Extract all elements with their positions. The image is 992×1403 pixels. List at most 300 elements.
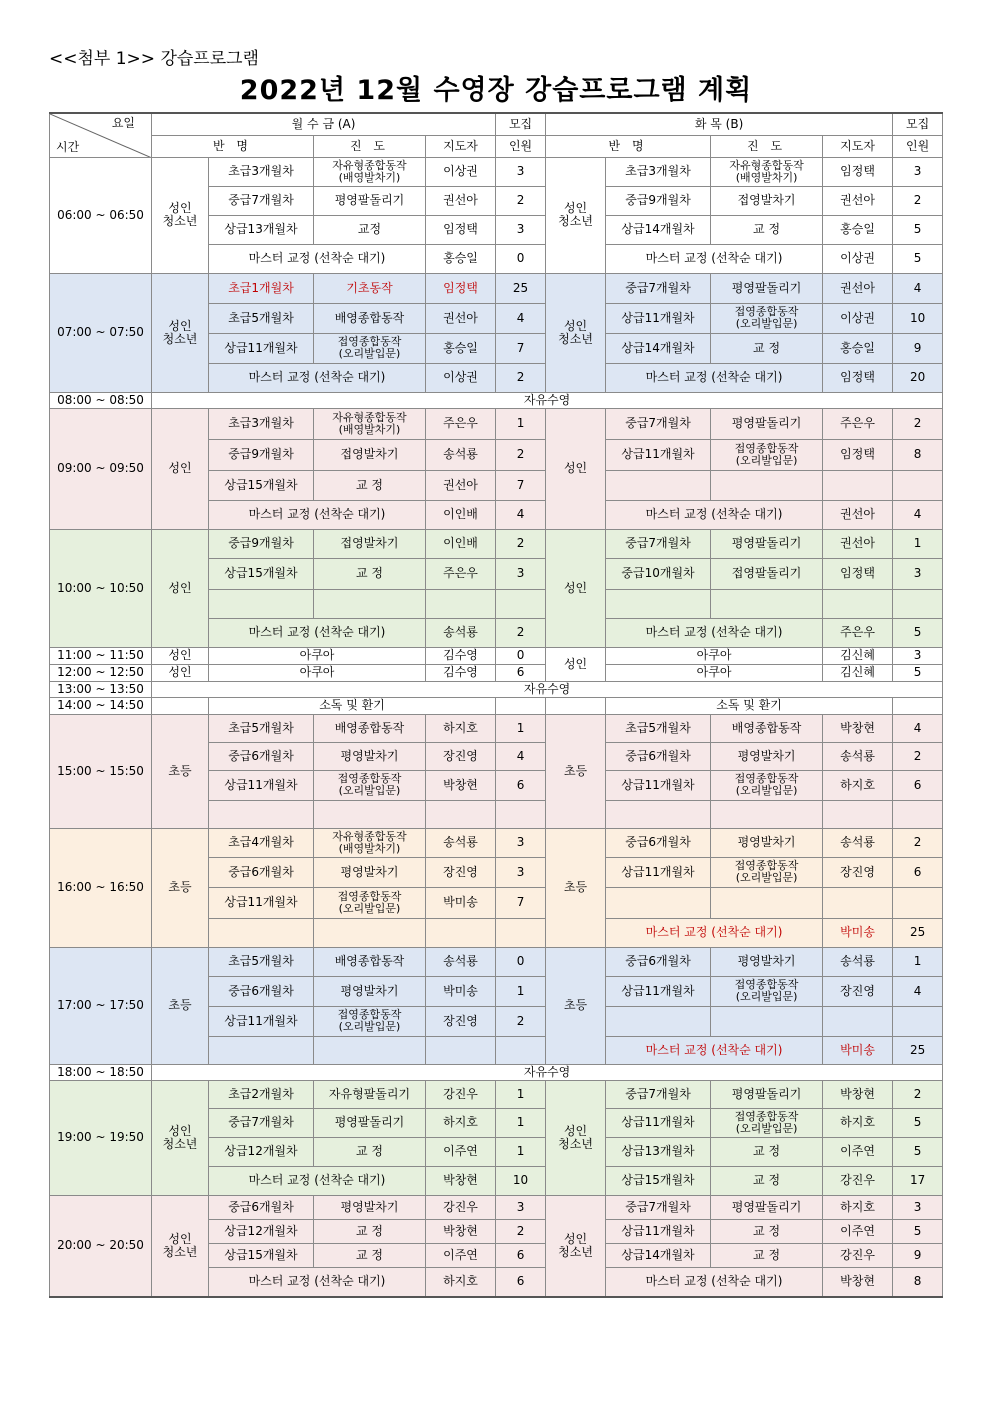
instructor-cell: 김수영 <box>426 664 496 681</box>
disinfect-label: 소독 및 환기 <box>209 697 496 714</box>
recruit-count-cell: 2 <box>496 1006 546 1036</box>
recruit-count-cell: 7 <box>496 470 546 500</box>
recruit-count-cell: 3 <box>893 558 943 589</box>
recruit-count-cell: 10 <box>496 1166 546 1195</box>
target-group-b: 초등 <box>546 947 606 1064</box>
class-name-cell: 상급11개월차 <box>606 1108 711 1137</box>
instructor-cell: 이상권 <box>823 303 893 333</box>
recruit-count-cell: 4 <box>496 303 546 333</box>
recruit-count-cell: 1 <box>893 529 943 558</box>
instructor-cell: 장진영 <box>823 976 893 1006</box>
progress-cell <box>711 1006 823 1036</box>
target-group-a: 성인 청소년 <box>152 1080 209 1195</box>
instructor-cell <box>426 589 496 618</box>
recruit-count-cell: 25 <box>893 1036 943 1064</box>
recruit-count-cell: 0 <box>496 244 546 273</box>
instructor-cell: 홍승일 <box>426 244 496 273</box>
recruit-count-cell: 3 <box>893 647 943 664</box>
instructor-cell: 임정택 <box>426 273 496 303</box>
class-name-cell: 상급11개월차 <box>606 976 711 1006</box>
recruit-count-cell <box>496 1036 546 1064</box>
class-name-cell: 중급7개월차 <box>209 1108 314 1137</box>
instructor-cell: 이상권 <box>426 363 496 392</box>
progress-cell: 접영종합동작 (오리발입문) <box>711 857 823 887</box>
class-name-cell: 중급7개월차 <box>606 529 711 558</box>
instructor-cell <box>823 470 893 500</box>
recruit-count-cell: 2 <box>496 1219 546 1243</box>
class-name-cell: 상급14개월차 <box>606 215 711 244</box>
class-name-cell: 초급3개월차 <box>606 157 711 186</box>
recruit-count-cell: 1 <box>893 947 943 976</box>
recruit-count-cell: 6 <box>893 857 943 887</box>
instructor-cell: 이인배 <box>426 529 496 558</box>
recruit-count-cell: 2 <box>496 363 546 392</box>
group-a-header: 월 수 금 (A) <box>152 113 496 135</box>
attachment-label: <<첨부 1>> 강습프로그램 <box>49 49 259 69</box>
time-slot: 19:00 ~ 19:50 <box>50 1080 152 1195</box>
class-name-cell: 중급7개월차 <box>606 1195 711 1219</box>
class-name-cell: 중급6개월차 <box>209 1195 314 1219</box>
instructor-cell: 송석룡 <box>426 828 496 857</box>
instructor-cell: 하지호 <box>426 1267 496 1297</box>
class-name-cell: 초급5개월차 <box>209 714 314 742</box>
class-name-cell: 상급14개월차 <box>606 333 711 363</box>
empty-cell <box>496 697 546 714</box>
target-group-a: 초등 <box>152 828 209 947</box>
instructor-cell: 권선아 <box>823 273 893 303</box>
instructor-cell: 임정택 <box>823 363 893 392</box>
instructor-cell: 송석룡 <box>823 828 893 857</box>
instructor-cell <box>426 918 496 947</box>
master-class-cell: 마스터 교정 (선착순 대기) <box>209 1166 426 1195</box>
time-slot: 12:00 ~ 12:50 <box>50 664 152 681</box>
instructor-cell <box>823 589 893 618</box>
recruit-count-cell: 5 <box>893 1108 943 1137</box>
progress-cell: 접영종합동작 (오리발입문) <box>711 1108 823 1137</box>
instructor-cell: 박창현 <box>823 1267 893 1297</box>
class-name-cell: 중급7개월차 <box>209 186 314 215</box>
recruit-count-cell: 25 <box>893 918 943 947</box>
class-name-cell: 중급7개월차 <box>606 1080 711 1108</box>
instructor-cell: 이상권 <box>823 244 893 273</box>
progress-cell <box>314 1036 426 1064</box>
target-group-a: 성인 <box>152 408 209 529</box>
progress-cell: 평영팔돌리기 <box>711 1195 823 1219</box>
free-swim-row <box>50 1064 943 1080</box>
aqua-class-cell: 아쿠아 <box>209 647 426 664</box>
time-slot: 20:00 ~ 20:50 <box>50 1195 152 1297</box>
recruit-count-cell: 0 <box>496 647 546 664</box>
target-group-a: 성인 청소년 <box>152 1195 209 1297</box>
class-name-cell: 중급9개월차 <box>209 439 314 470</box>
target-group-b: 성인 청소년 <box>546 1195 606 1297</box>
instructor-cell: 주은우 <box>823 618 893 647</box>
time-slot: 14:00 ~ 14:50 <box>50 697 152 714</box>
progress-cell: 자유형종합동작 (배영발차기) <box>314 408 426 439</box>
recruit-count-cell <box>496 918 546 947</box>
class-name-cell <box>209 1036 314 1064</box>
target-group-a: 성인 <box>152 647 209 664</box>
instructor-cell: 장진영 <box>426 857 496 887</box>
progress-cell <box>711 470 823 500</box>
class-name-cell <box>606 470 711 500</box>
schedule-row <box>50 1080 943 1108</box>
free-swim-row <box>50 392 943 408</box>
progress-cell: 평영발차기 <box>314 976 426 1006</box>
recruit-count-cell: 2 <box>496 439 546 470</box>
instructor-cell: 강진우 <box>426 1195 496 1219</box>
progress-cell: 평영팔돌리기 <box>314 1108 426 1137</box>
progress-cell: 접영종합동작 (오리발입문) <box>314 887 426 918</box>
progress-cell <box>711 800 823 828</box>
recruit-count-cell: 6 <box>496 664 546 681</box>
recruit-count-cell: 2 <box>893 742 943 770</box>
recruit-count-cell: 1 <box>496 714 546 742</box>
progress-cell: 배영종합동작 <box>314 947 426 976</box>
class-name-cell <box>606 887 711 918</box>
progress-cell: 평영발차기 <box>711 947 823 976</box>
progress-cell: 교 정 <box>314 1243 426 1267</box>
schedule-row <box>50 157 943 186</box>
target-group-b: 성인 <box>546 529 606 647</box>
schedule-table <box>49 112 943 1298</box>
schedule-row <box>50 273 943 303</box>
instructor-cell: 박미송 <box>823 1036 893 1064</box>
class-name-cell: 중급10개월차 <box>606 558 711 589</box>
instructor-cell: 이주연 <box>823 1137 893 1166</box>
instructor-cell: 박미송 <box>823 918 893 947</box>
empty-cell <box>893 697 943 714</box>
class-name-cell: 초급5개월차 <box>209 303 314 333</box>
recruit-count-cell: 5 <box>893 618 943 647</box>
free-swim-label: 자유수영 <box>152 392 943 408</box>
recruit-count-cell <box>893 589 943 618</box>
class-name-cell <box>209 589 314 618</box>
progress-header-a: 진 도 <box>314 135 426 157</box>
class-name-cell: 초급3개월차 <box>209 157 314 186</box>
progress-cell: 교 정 <box>314 1137 426 1166</box>
master-class-cell: 마스터 교정 (선착순 대기) <box>606 500 823 529</box>
class-name-cell: 상급12개월차 <box>209 1219 314 1243</box>
instructor-cell: 이상권 <box>426 157 496 186</box>
instructor-header-b: 지도자 <box>823 135 893 157</box>
progress-cell: 자유형종합동작 (배영발차기) <box>314 828 426 857</box>
progress-cell: 자유형팔돌리기 <box>314 1080 426 1108</box>
recruit-count-cell: 5 <box>893 244 943 273</box>
class-name-cell: 상급11개월차 <box>606 303 711 333</box>
target-group-a: 초등 <box>152 947 209 1064</box>
time-slot: 10:00 ~ 10:50 <box>50 529 152 647</box>
progress-cell: 평영팔돌리기 <box>314 186 426 215</box>
progress-cell: 접영종합동작 (오리발입문) <box>711 976 823 1006</box>
recruit-count-cell: 10 <box>893 303 943 333</box>
header-row-1 <box>50 113 943 135</box>
time-slot: 08:00 ~ 08:50 <box>50 392 152 408</box>
progress-cell: 접영발차기 <box>314 529 426 558</box>
instructor-cell: 송석룡 <box>426 947 496 976</box>
class-name-cell: 상급11개월차 <box>606 857 711 887</box>
instructor-cell <box>426 800 496 828</box>
instructor-cell: 강진우 <box>823 1166 893 1195</box>
recruit-count-cell: 1 <box>496 408 546 439</box>
instructor-cell: 박창현 <box>426 1219 496 1243</box>
time-slot: 06:00 ~ 06:50 <box>50 157 152 273</box>
recruit-count-cell: 5 <box>893 1219 943 1243</box>
recruit-count-cell: 4 <box>496 500 546 529</box>
instructor-cell: 홍승일 <box>823 333 893 363</box>
instructor-cell: 박미송 <box>426 976 496 1006</box>
progress-cell: 배영종합동작 <box>314 303 426 333</box>
instructor-cell: 송석룡 <box>823 947 893 976</box>
recruit-count-cell <box>893 1006 943 1036</box>
class-name-cell: 상급14개월차 <box>606 1243 711 1267</box>
master-class-cell: 마스터 교정 (선착순 대기) <box>606 363 823 392</box>
class-name-cell: 상급11개월차 <box>606 439 711 470</box>
aqua-row <box>50 647 943 664</box>
progress-cell: 접영종합동작 (오리발입문) <box>314 333 426 363</box>
disinfect-label: 소독 및 환기 <box>606 697 893 714</box>
progress-cell <box>711 887 823 918</box>
progress-cell: 배영종합동작 <box>314 714 426 742</box>
target-group-a: 성인 청소년 <box>152 157 209 273</box>
progress-cell: 평영발차기 <box>314 742 426 770</box>
time-slot: 16:00 ~ 16:50 <box>50 828 152 947</box>
schedule-row <box>50 947 943 976</box>
class-name-cell: 초급4개월차 <box>209 828 314 857</box>
free-swim-label: 자유수영 <box>152 681 943 697</box>
progress-cell: 자유형종합동작 (배영발차기) <box>314 157 426 186</box>
empty-cell <box>152 697 209 714</box>
class-name-cell: 상급11개월차 <box>209 887 314 918</box>
master-class-cell: 마스터 교정 (선착순 대기) <box>209 363 426 392</box>
class-name-cell: 상급11개월차 <box>606 770 711 800</box>
aqua-class-cell: 아쿠아 <box>606 664 823 681</box>
master-class-cell: 마스터 교정 (선착순 대기) <box>606 1267 823 1297</box>
recruit-header-b-top: 모집 <box>893 113 943 135</box>
instructor-cell: 하지호 <box>823 1108 893 1137</box>
instructor-cell <box>823 1006 893 1036</box>
instructor-cell: 권선아 <box>823 186 893 215</box>
recruit-count-cell <box>893 887 943 918</box>
recruit-count-cell: 17 <box>893 1166 943 1195</box>
instructor-cell: 권선아 <box>426 303 496 333</box>
class-name-cell: 중급9개월차 <box>606 186 711 215</box>
recruit-count-cell <box>893 800 943 828</box>
instructor-cell: 장진영 <box>426 742 496 770</box>
progress-cell: 자유형종합동작 (배영발차기) <box>711 157 823 186</box>
target-group-a: 초등 <box>152 714 209 828</box>
instructor-cell: 하지호 <box>823 1195 893 1219</box>
instructor-cell: 권선아 <box>823 500 893 529</box>
instructor-cell: 박창현 <box>823 714 893 742</box>
master-class-cell: 마스터 교정 (선착순 대기) <box>606 1036 823 1064</box>
progress-cell: 평영팔돌리기 <box>711 529 823 558</box>
class-name-cell <box>209 918 314 947</box>
recruit-count-cell: 3 <box>496 857 546 887</box>
recruit-count-cell: 6 <box>893 770 943 800</box>
master-class-cell: 마스터 교정 (선착순 대기) <box>606 618 823 647</box>
progress-cell: 기초동작 <box>314 273 426 303</box>
progress-header-b: 진 도 <box>711 135 823 157</box>
recruit-count-cell <box>893 470 943 500</box>
recruit-header-a-top: 모집 <box>496 113 546 135</box>
class-name-cell: 초급5개월차 <box>209 947 314 976</box>
aqua-class-cell: 아쿠아 <box>606 647 823 664</box>
progress-cell: 교 정 <box>711 1166 823 1195</box>
recruit-count-cell: 4 <box>893 500 943 529</box>
instructor-cell: 임정택 <box>823 558 893 589</box>
master-class-cell: 마스터 교정 (선착순 대기) <box>209 244 426 273</box>
progress-cell: 접영종합동작 (오리발입문) <box>711 439 823 470</box>
instructor-cell: 장진영 <box>426 1006 496 1036</box>
class-name-cell: 상급15개월차 <box>209 470 314 500</box>
progress-cell: 평영팔돌리기 <box>711 1080 823 1108</box>
instructor-cell: 주은우 <box>426 408 496 439</box>
time-slot: 11:00 ~ 11:50 <box>50 647 152 664</box>
instructor-cell: 김신혜 <box>823 647 893 664</box>
recruit-count-cell: 5 <box>893 215 943 244</box>
progress-cell: 접영종합동작 (오리발입문) <box>711 770 823 800</box>
instructor-cell: 강진우 <box>823 1243 893 1267</box>
schedule-row <box>50 714 943 742</box>
target-group-b: 성인 <box>546 408 606 529</box>
time-slot: 17:00 ~ 17:50 <box>50 947 152 1064</box>
class-name-cell: 상급13개월차 <box>606 1137 711 1166</box>
recruit-count-cell: 7 <box>496 333 546 363</box>
recruit-count-cell: 4 <box>893 714 943 742</box>
instructor-cell: 송석룡 <box>426 439 496 470</box>
progress-cell: 교 정 <box>711 1137 823 1166</box>
recruit-header-a-bottom: 인원 <box>496 135 546 157</box>
class-name-cell: 초급1개월차 <box>209 273 314 303</box>
class-name-cell: 중급7개월차 <box>606 408 711 439</box>
instructor-cell: 김신혜 <box>823 664 893 681</box>
time-slot: 13:00 ~ 13:50 <box>50 681 152 697</box>
day-label: 요일 <box>111 116 135 130</box>
class-name-cell: 초급2개월차 <box>209 1080 314 1108</box>
recruit-count-cell: 2 <box>496 186 546 215</box>
master-class-cell: 마스터 교정 (선착순 대기) <box>209 1267 426 1297</box>
target-group-b: 성인 <box>546 647 606 681</box>
recruit-count-cell: 3 <box>496 157 546 186</box>
instructor-cell: 이주연 <box>426 1137 496 1166</box>
class-name-cell: 중급7개월차 <box>606 273 711 303</box>
recruit-count-cell: 1 <box>496 976 546 1006</box>
class-name-cell: 중급6개월차 <box>209 857 314 887</box>
time-slot: 18:00 ~ 18:50 <box>50 1064 152 1080</box>
instructor-cell: 권선아 <box>823 529 893 558</box>
recruit-count-cell: 4 <box>893 976 943 1006</box>
time-slot: 09:00 ~ 09:50 <box>50 408 152 529</box>
progress-cell: 접영발차기 <box>314 439 426 470</box>
class-name-cell <box>606 1006 711 1036</box>
instructor-cell: 이인배 <box>426 500 496 529</box>
recruit-count-cell: 8 <box>893 1267 943 1297</box>
instructor-cell: 권선아 <box>426 186 496 215</box>
instructor-cell: 송석룡 <box>823 742 893 770</box>
class-name-cell: 초급5개월차 <box>606 714 711 742</box>
aqua-row <box>50 664 943 681</box>
recruit-count-cell: 3 <box>496 828 546 857</box>
class-name-cell <box>209 800 314 828</box>
progress-cell: 교 정 <box>314 1219 426 1243</box>
schedule-row <box>50 1195 943 1219</box>
recruit-count-cell: 9 <box>893 333 943 363</box>
recruit-count-cell <box>496 800 546 828</box>
header-row-2 <box>50 135 943 157</box>
recruit-count-cell: 2 <box>893 828 943 857</box>
recruit-count-cell: 25 <box>496 273 546 303</box>
recruit-count-cell: 3 <box>496 558 546 589</box>
time-slot: 15:00 ~ 15:50 <box>50 714 152 828</box>
class-name-cell: 중급9개월차 <box>209 529 314 558</box>
target-group-b: 성인 청소년 <box>546 157 606 273</box>
instructor-cell: 하지호 <box>426 1108 496 1137</box>
free-swim-label: 자유수영 <box>152 1064 943 1080</box>
recruit-count-cell: 3 <box>496 1195 546 1219</box>
class-name-cell: 중급6개월차 <box>606 828 711 857</box>
progress-cell: 교 정 <box>711 215 823 244</box>
recruit-count-cell: 3 <box>496 215 546 244</box>
recruit-count-cell: 2 <box>496 618 546 647</box>
class-name-header-a: 반 명 <box>152 135 314 157</box>
target-group-a: 성인 청소년 <box>152 273 209 392</box>
recruit-count-cell: 0 <box>496 947 546 976</box>
progress-cell: 교 정 <box>711 1243 823 1267</box>
recruit-count-cell: 2 <box>893 408 943 439</box>
recruit-header-b-bottom: 인원 <box>893 135 943 157</box>
recruit-count-cell: 3 <box>893 157 943 186</box>
instructor-cell: 하지호 <box>426 714 496 742</box>
recruit-count-cell: 2 <box>893 1080 943 1108</box>
progress-cell: 접영종합동작 (오리발입문) <box>314 1006 426 1036</box>
instructor-cell <box>823 800 893 828</box>
master-class-cell: 마스터 교정 (선착순 대기) <box>606 918 823 947</box>
progress-cell: 접영팔돌리기 <box>711 558 823 589</box>
class-name-cell: 상급15개월차 <box>209 1243 314 1267</box>
class-name-cell <box>606 589 711 618</box>
class-name-cell: 중급6개월차 <box>209 976 314 1006</box>
target-group-b: 초등 <box>546 828 606 947</box>
class-name-cell: 중급6개월차 <box>209 742 314 770</box>
instructor-cell: 임정택 <box>823 439 893 470</box>
class-name-cell: 중급6개월차 <box>606 742 711 770</box>
progress-cell: 평영팔돌리기 <box>711 408 823 439</box>
progress-cell: 교 정 <box>711 333 823 363</box>
recruit-count-cell: 3 <box>893 1195 943 1219</box>
instructor-cell: 홍승일 <box>426 333 496 363</box>
instructor-cell: 임정택 <box>823 157 893 186</box>
recruit-count-cell: 2 <box>496 529 546 558</box>
recruit-count-cell: 2 <box>893 186 943 215</box>
instructor-cell: 임정택 <box>426 215 496 244</box>
class-name-cell: 상급11개월차 <box>209 333 314 363</box>
instructor-cell: 강진우 <box>426 1080 496 1108</box>
progress-cell: 접영발차기 <box>711 186 823 215</box>
target-group-b: 초등 <box>546 714 606 828</box>
instructor-cell: 주은우 <box>426 558 496 589</box>
class-name-cell: 중급6개월차 <box>606 947 711 976</box>
day-time-header <box>50 113 152 157</box>
progress-cell: 평영발차기 <box>314 1195 426 1219</box>
progress-cell <box>711 589 823 618</box>
recruit-count-cell: 1 <box>496 1108 546 1137</box>
recruit-count-cell: 6 <box>496 1267 546 1297</box>
schedule-row <box>50 828 943 857</box>
recruit-count-cell: 4 <box>893 273 943 303</box>
instructor-cell: 박창현 <box>426 770 496 800</box>
progress-cell <box>314 800 426 828</box>
